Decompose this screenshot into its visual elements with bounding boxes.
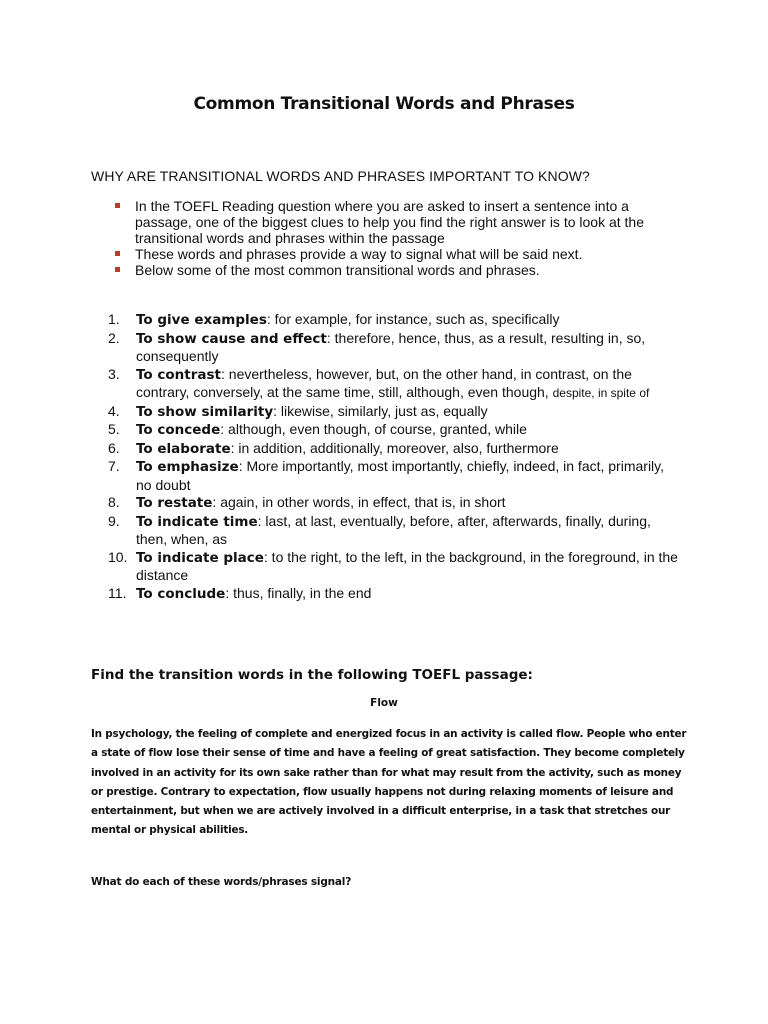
category-item <box>108 311 680 330</box>
category-term: To show cause and effect <box>136 330 327 347</box>
category-text: : for example, for instance, such as, specifically <box>266 311 560 327</box>
category-item <box>108 513 680 549</box>
item-number: 2. <box>108 329 120 346</box>
category-text: : therefore, hence, thus, as a result, resulting in, so, consequently <box>136 329 646 364</box>
document-title: Common Transitional Words and Phrases <box>193 94 575 114</box>
category-term: To indicate time <box>136 513 258 530</box>
bullet-item <box>114 246 674 262</box>
category-text: : again, in other words, in effect, that is, in short <box>212 494 506 510</box>
bullet-list <box>114 198 674 278</box>
item-number: 5. <box>108 421 120 437</box>
category-text: : thus, finally, in the end <box>225 584 372 601</box>
category-text: : to the right, to the left, in the background, in the foreground, in the distance <box>136 548 678 583</box>
category-item <box>108 330 680 366</box>
item-number: 9. <box>108 512 120 529</box>
bullet-text: These words and phrases provide a way to signal what will be said next. <box>135 246 583 262</box>
category-term: To elaborate <box>136 440 231 457</box>
item-number: 11. <box>108 584 127 601</box>
item-number: 1. <box>108 311 120 327</box>
category-term: To show similarity <box>136 403 274 420</box>
category-text: : in addition, additionally, moreover, also, furthermore <box>230 439 559 456</box>
item-number: 8. <box>108 494 120 510</box>
transition-categories-list <box>108 311 680 603</box>
category-text: : although, even though, of course, granted, while <box>220 421 527 437</box>
item-number: 10. <box>108 548 128 565</box>
passage-text: In psychology, the feeling of complete and energized focus in an activity is called flow. People who enter a state of flow lose their sense of time and have a feeling of great satisfaction. They become completely involved in an activity for its own sake rather than for what may result from the activity, such as money or prestige. Contrary to expectation, flow usually happens not during relaxing moments of leisure and entertainment, but when we are actively involved in a difficult enterprise, in a task that stretches our mental or physical abilities. <box>91 728 687 837</box>
category-term: To give examples <box>136 312 267 328</box>
category-item <box>108 403 680 422</box>
category-item <box>108 549 680 585</box>
category-item <box>108 440 680 459</box>
category-item <box>108 585 680 604</box>
category-item <box>108 494 680 513</box>
category-text: : last, at last, eventually, before, after, afterwards, finally, during, then, when, as <box>136 512 651 547</box>
category-text: : nevertheless, however, but, on the other hand, in contrast, on the contrary, conversely, at the same time, still, although, even though, <box>136 365 632 400</box>
bullet-item <box>114 262 674 278</box>
category-term: To contrast <box>136 366 221 383</box>
category-term: To restate <box>136 495 213 511</box>
category-term: To emphasize <box>136 459 239 475</box>
category-text-small: despite, in spite of <box>552 386 650 400</box>
item-number: 7. <box>108 458 120 474</box>
item-number: 4. <box>108 402 120 419</box>
item-number: 3. <box>108 365 120 382</box>
category-term: To indicate place <box>136 549 264 566</box>
bullet-text: Below some of the most common transitional words and phrases. <box>135 262 540 278</box>
bullet-text: In the TOEFL Reading question where you are asked to insert a sentence into a passage, one of the biggest clues to help you find the right answer is to look at the transitional words and phrases within the passage <box>135 198 644 246</box>
item-number: 6. <box>108 439 120 456</box>
category-item <box>108 421 680 440</box>
category-text: : More importantly, most importantly, chiefly, indeed, in fact, primarily, no doubt <box>136 458 665 493</box>
category-text: : likewise, similarly, just as, equally <box>273 402 488 419</box>
why-heading: WHY ARE TRANSITIONAL WORDS AND PHRASES IMPORTANT TO KNOW? <box>91 168 590 184</box>
category-term: To concede <box>136 422 221 438</box>
question-text: What do each of these words/phrases signal? <box>91 876 352 888</box>
category-term: To conclude <box>136 585 226 602</box>
passage-title: Flow <box>370 697 398 709</box>
category-item <box>108 458 680 494</box>
find-heading: Find the transition words in the following TOEFL passage: <box>91 667 533 683</box>
bullet-item <box>114 198 674 246</box>
category-item <box>108 366 680 403</box>
